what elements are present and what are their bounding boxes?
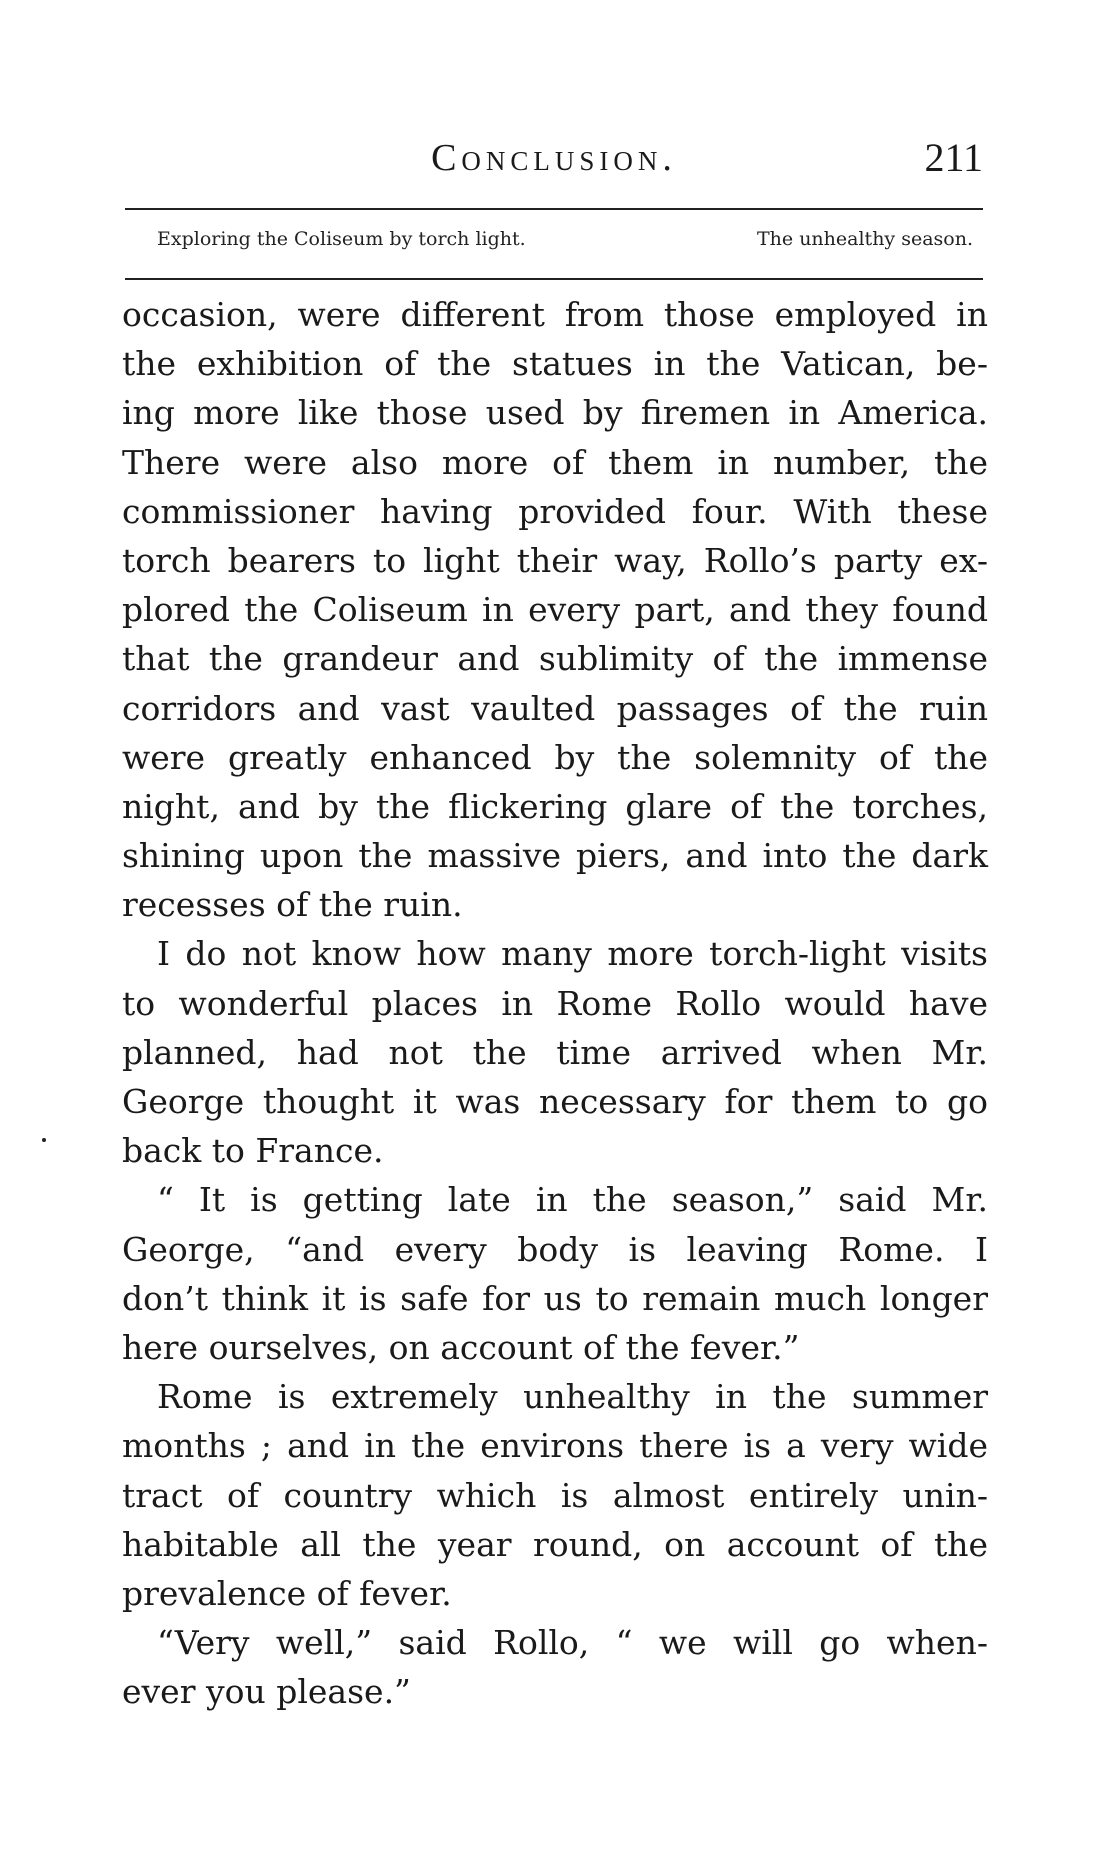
running-title: Conclusion. (431, 137, 677, 179)
text-line: recesses of the ruin. (122, 885, 463, 925)
text-line: There were also more of them in number, the (122, 442, 988, 482)
text-line: plored the Coliseum in every part, and they found (122, 590, 988, 630)
text-line: the exhibition of the statues in the Vatican, be- (122, 344, 988, 384)
subhead-right: The unhealthy season. (757, 228, 973, 250)
text-line: here ourselves, on account of the fever.” (122, 1327, 800, 1367)
text-line: prevalence of fever. (122, 1573, 452, 1613)
text-line: corridors and vast vaulted passages of the ruin (122, 688, 988, 728)
text-line: George thought it was necessary for them to go (122, 1082, 988, 1121)
text-line: don’t think it is safe for us to remain much longer (122, 1278, 988, 1318)
text-line: “ It is getting late in the season,” said Mr. (157, 1180, 988, 1220)
text-line: ever you please.” (122, 1672, 411, 1712)
paragraph (122, 290, 988, 929)
text-line: night, and by the flickering glare of the torches, (122, 786, 988, 826)
text-line: were greatly enhanced by the solemnity of the (122, 737, 988, 777)
paragraph (122, 929, 988, 1175)
paragraph (122, 1372, 988, 1618)
text-line: back to France. (122, 1131, 384, 1171)
text-line: ing more like those used by firemen in America. (122, 393, 988, 433)
section-subheads (125, 222, 983, 262)
text-line: months ; and in the environs there is a very wide (122, 1426, 988, 1466)
subhead-left: Exploring the Coliseum by torch light. (157, 228, 526, 250)
text-line: commissioner having provided four. With these (122, 491, 988, 531)
text-line: that the grandeur and sublimity of the immense (122, 639, 988, 679)
header-rule-bottom (125, 278, 983, 280)
page-number: 211 (924, 135, 983, 180)
running-head (125, 128, 983, 188)
text-line: to wonderful places in Rome Rollo would have (122, 983, 988, 1023)
text-line: habitable all the year round, on account of the (122, 1524, 988, 1564)
text-line: Rome is extremely unhealthy in the summer (157, 1377, 988, 1417)
text-line: occasion, were different from those employed in (122, 295, 988, 334)
text-line: George, “and every body is leaving Rome. I (122, 1229, 988, 1269)
text-line: torch bearers to light their way, Rollo’s party ex- (122, 540, 988, 580)
paragraph (122, 1618, 988, 1716)
body-text (122, 290, 988, 1716)
header-rule-top (125, 208, 983, 210)
margin-speck (42, 1138, 46, 1142)
text-line: “Very well,” said Rollo, “ we will go when- (157, 1623, 988, 1663)
text-line: planned, had not the time arrived when Mr. (122, 1032, 988, 1072)
text-line: I do not know how many more torch-light visits (157, 934, 988, 974)
text-line: shining upon the massive piers, and into the dark (122, 836, 988, 876)
paragraph (122, 1175, 988, 1372)
text-line: tract of country which is almost entirely unin- (122, 1475, 988, 1515)
